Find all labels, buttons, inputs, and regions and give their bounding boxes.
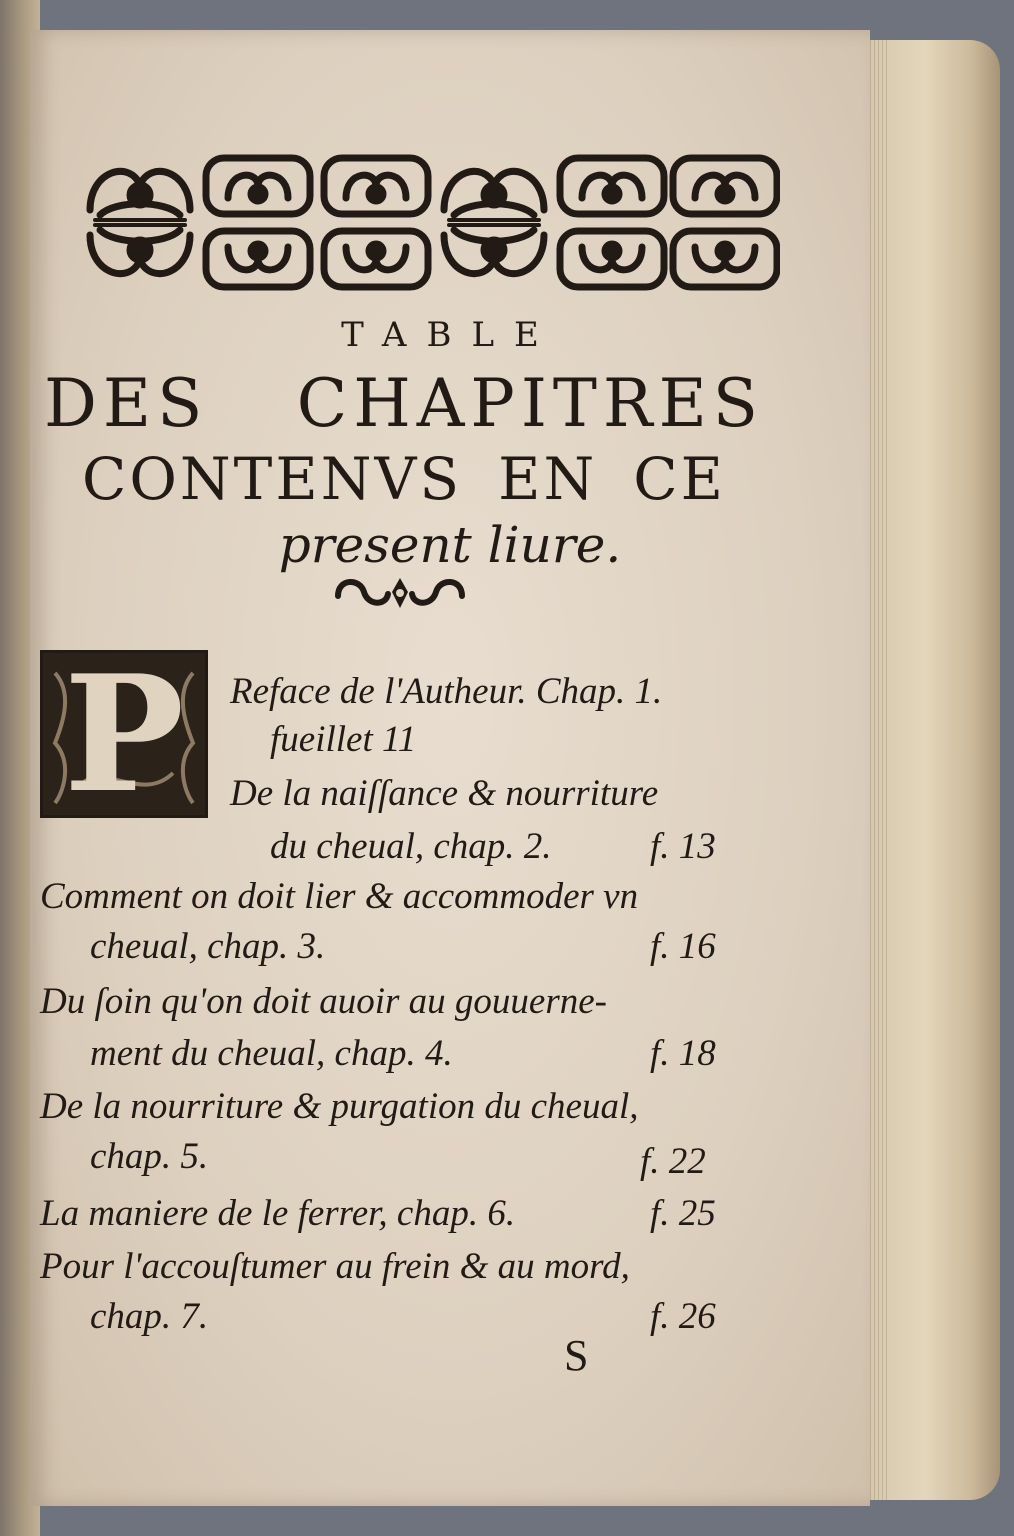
signature-mark: S [564,1331,589,1380]
toc-entry-6-line-1: La maniere de le ferrer, chap. 6. [40,1193,516,1234]
toc-entry-1-line-1: Reface de l'Autheur. Chap. 1. [230,671,663,712]
toc-entry-1-line-2: fueillet 11 [270,719,417,760]
toc-entry-7-line-2: chap. 7. [90,1296,209,1337]
toc-entry-3-line-2: cheual, chap. 3. [90,926,326,967]
toc-entry-7-line-1: Pour l'accouſtumer au frein & au mord, [40,1246,630,1287]
initial-letter: P [63,640,185,828]
heading-des-chapitres: DES CHAPITRES [44,365,764,442]
fore-edge [850,40,1000,1500]
toc-entry-4-line-1: Du ſoin qu'on doit auoir au gouuerne- [40,981,607,1022]
toc-entry-3-folio: f. 16 [650,926,716,967]
heading-contenus: CONTENVS EN CE [82,445,726,513]
toc-entry-2-line-1: De la naiſſance & nourriture [230,773,659,814]
toc-entry-3-line-1: Comment on doit lier & accommoder vn [40,876,639,917]
table-of-contents [30,30,870,1430]
toc-entry-2-folio: f. 13 [650,826,716,867]
toc-entry-6-folio: f. 25 [650,1193,716,1234]
book-page [30,30,870,1506]
toc-entry-2-line-2: du cheual, chap. 2. [270,826,552,867]
heading-table: TABLE [341,315,559,355]
toc-entry-5-line-1: De la nourriture & purgation du cheual, [40,1086,639,1127]
toc-entry-4-line-2: ment du cheual, chap. 4. [90,1033,453,1074]
heading-present-liure: present liure. [278,516,622,574]
toc-entry-5-folio: f. 22 [640,1141,706,1182]
toc-entry-7-folio: f. 26 [650,1296,716,1337]
toc-entry-5-line-2: chap. 5. [90,1136,209,1177]
toc-entry-4-folio: f. 18 [650,1033,716,1074]
